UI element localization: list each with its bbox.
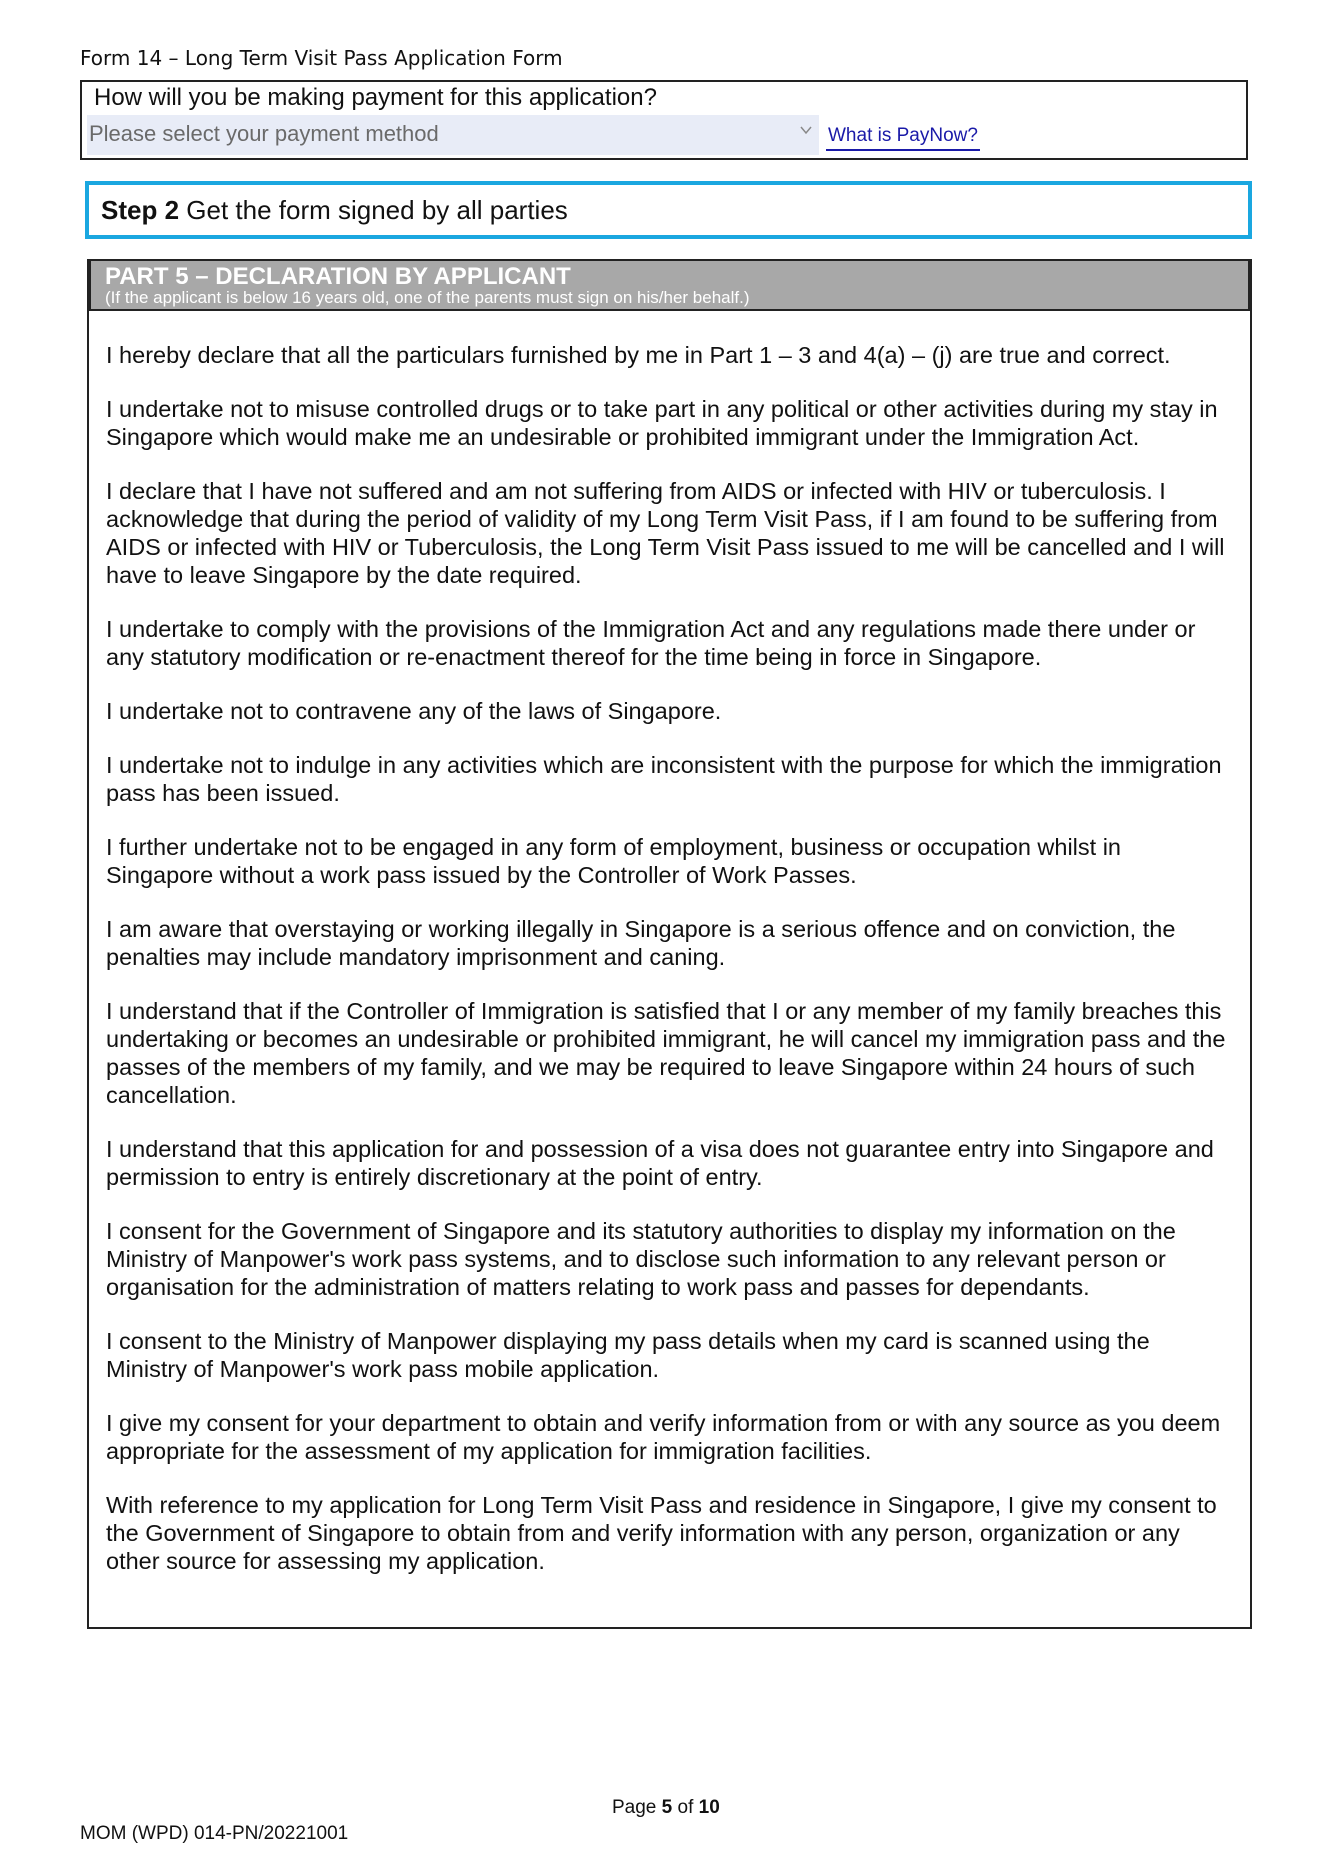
part-5-header bbox=[89, 259, 1250, 311]
declaration-paragraph: I undertake not to misuse controlled drugs or to take part in any political or other activities during my stay in Singapore which would make me an undesirable or prohibited immigrant under the Immigration Act. bbox=[106, 396, 1218, 450]
payment-method-select[interactable] bbox=[87, 115, 819, 155]
step-2-banner bbox=[85, 181, 1252, 239]
declaration-paragraph: I undertake not to indulge in any activities which are inconsistent with the purpose for which the immigration pass has been issued. bbox=[106, 752, 1222, 806]
page-total: 10 bbox=[698, 1797, 720, 1818]
chevron-down-icon bbox=[799, 123, 813, 137]
payment-section bbox=[80, 80, 1248, 160]
page-current: 5 bbox=[661, 1797, 673, 1818]
form-header-title: Form 14 – Long Term Visit Pass Application Form bbox=[80, 46, 563, 70]
payment-method-placeholder: Please select your payment method bbox=[89, 121, 439, 146]
page-of: of bbox=[677, 1797, 694, 1818]
step-label: Step 2 bbox=[101, 195, 180, 225]
declaration-paragraph: I consent for the Government of Singapore and its statutory authorities to display my information on the Ministry of Manpower's work pass systems, and to disclose such information to any relevant person or organisation for the administration of matters relating to work pass and passes for dependants. bbox=[106, 1218, 1176, 1300]
declaration-paragraph: I declare that I have not suffered and am not suffering from AIDS or infected with HIV or tuberculosis. I acknowledge that during the period of validity of my Long Term Visit Pass, if I am found to be suffering from AIDS or infected with HIV or Tuberculosis, the Long Term Visit Pass issued to me will be cancelled and I will have to leave Singapore by the date required. bbox=[106, 478, 1225, 588]
declaration-paragraph: With reference to my application for Long Term Visit Pass and residence in Singapore, I give my consent to the Government of Singapore to obtain from and verify information with any person, organization or any other source for assessing my application. bbox=[106, 1492, 1217, 1574]
what-is-paynow-link[interactable]: What is PayNow? bbox=[826, 125, 980, 151]
page-number bbox=[612, 1797, 720, 1819]
part-5-subtitle: (If the applicant is below 16 years old, one of the parents must sign on his/her behalf.) bbox=[105, 288, 750, 307]
part-5-declaration-section bbox=[87, 259, 1252, 1629]
declaration-paragraphs bbox=[106, 341, 1231, 1601]
declaration-paragraph: I am aware that overstaying or working illegally in Singapore is a serious offence and on conviction, the penalties may include mandatory imprisonment and caning. bbox=[106, 916, 1176, 970]
declaration-paragraph: I understand that this application for and possession of a visa does not guarantee entry into Singapore and permission to entry is entirely discretionary at the point of entry. bbox=[106, 1136, 1214, 1190]
declaration-paragraph: I hereby declare that all the particulars furnished by me in Part 1 – 3 and 4(a) – (j) are true and correct. bbox=[106, 342, 1171, 368]
declaration-paragraph: I undertake to comply with the provisions of the Immigration Act and any regulations made there under or any statutory modification or re-enactment thereof for the time being in force in Singapore. bbox=[106, 616, 1196, 670]
step-description: Get the form signed by all parties bbox=[186, 195, 568, 225]
form-code: MOM (WPD) 014-PN/20221001 bbox=[80, 1823, 349, 1844]
payment-question: How will you be making payment for this application? bbox=[94, 84, 657, 111]
declaration-paragraph: I consent to the Ministry of Manpower displaying my pass details when my card is scanned using the Ministry of Manpower's work pass mobile application. bbox=[106, 1328, 1150, 1382]
declaration-paragraph: I give my consent for your department to obtain and verify information from or with any source as you deem appropriate for the assessment of my application for immigration facilities. bbox=[106, 1410, 1221, 1464]
part-5-title: PART 5 – DECLARATION BY APPLICANT bbox=[105, 263, 571, 290]
declaration-paragraph: I undertake not to contravene any of the laws of Singapore. bbox=[106, 698, 722, 724]
declaration-paragraph: I further undertake not to be engaged in any form of employment, business or occupation whilst in Singapore without a work pass issued by the Controller of Work Passes. bbox=[106, 834, 1121, 888]
page-prefix: Page bbox=[612, 1797, 657, 1818]
declaration-paragraph: I understand that if the Controller of Immigration is satisfied that I or any member of my family breaches this undertaking or becomes an undesirable or prohibited immigrant, he will cancel my immigration pass and the passes of the members of my family, and we may be required to leave Singapore within 24 hours of such cancellation. bbox=[106, 998, 1226, 1108]
step-2-text-line bbox=[101, 195, 568, 226]
